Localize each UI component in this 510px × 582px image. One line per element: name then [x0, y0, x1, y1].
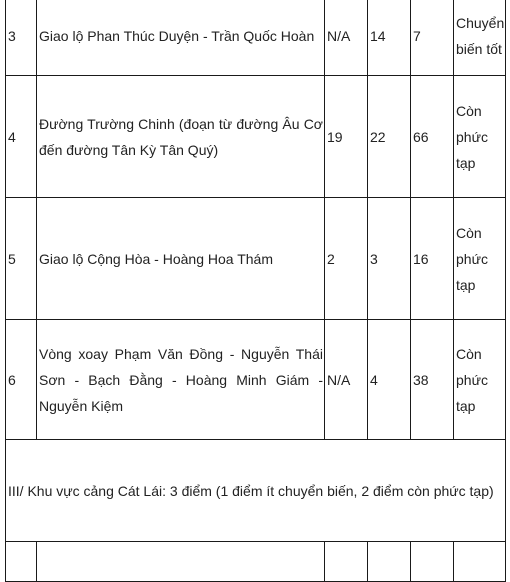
value-cell-2: 3 [368, 198, 411, 320]
table-row [6, 76, 506, 198]
value-cell-1: N/A [325, 0, 368, 76]
value-cell-2: 4 [368, 320, 411, 440]
table-row [6, 198, 506, 320]
status-cell: Còn phức tạp [454, 198, 506, 320]
value-cell-3: 66 [411, 76, 454, 198]
section-heading: III/ Khu vực cảng Cát Lái: 3 điểm (1 điểm ít chuyển biến, 2 điểm còn phức tạp) [6, 440, 506, 542]
row-number: 4 [6, 76, 37, 198]
section-row [6, 440, 506, 542]
hotspot-table [5, 0, 506, 582]
value-cell-1: 19 [325, 76, 368, 198]
value-cell-3: 7 [411, 0, 454, 76]
location-cell: Giao lộ Cộng Hòa - Hoàng Hoa Thám [37, 198, 325, 320]
row-number: 5 [6, 198, 37, 320]
location-cell: Vòng xoay Phạm Văn Đồng - Nguyễn Thái Sơn - Bạch Đằng - Hoàng Minh Giám - Nguyễn Kiệm [37, 320, 325, 440]
location-cell: Giao lộ Phan Thúc Duyện - Trần Quốc Hoàn [37, 0, 325, 76]
value-cell-3: 38 [411, 320, 454, 440]
value-cell-1: N/A [325, 320, 368, 440]
value-cell-2: 14 [368, 0, 411, 76]
table-row [6, 0, 506, 76]
value-cell-3: 16 [411, 198, 454, 320]
status-cell: Còn phức tạp [454, 320, 506, 440]
status-cell: Còn phức tạp [454, 76, 506, 198]
row-number: 6 [6, 320, 37, 440]
location-cell: Đường Trường Chinh (đoạn từ đường Âu Cơ đến đường Tân Kỳ Tân Quý) [37, 76, 325, 198]
value-cell-2: 22 [368, 76, 411, 198]
value-cell-1: 2 [325, 198, 368, 320]
table-row [6, 320, 506, 440]
row-number: 3 [6, 0, 37, 76]
status-cell: Chuyển biến tốt [454, 0, 506, 76]
